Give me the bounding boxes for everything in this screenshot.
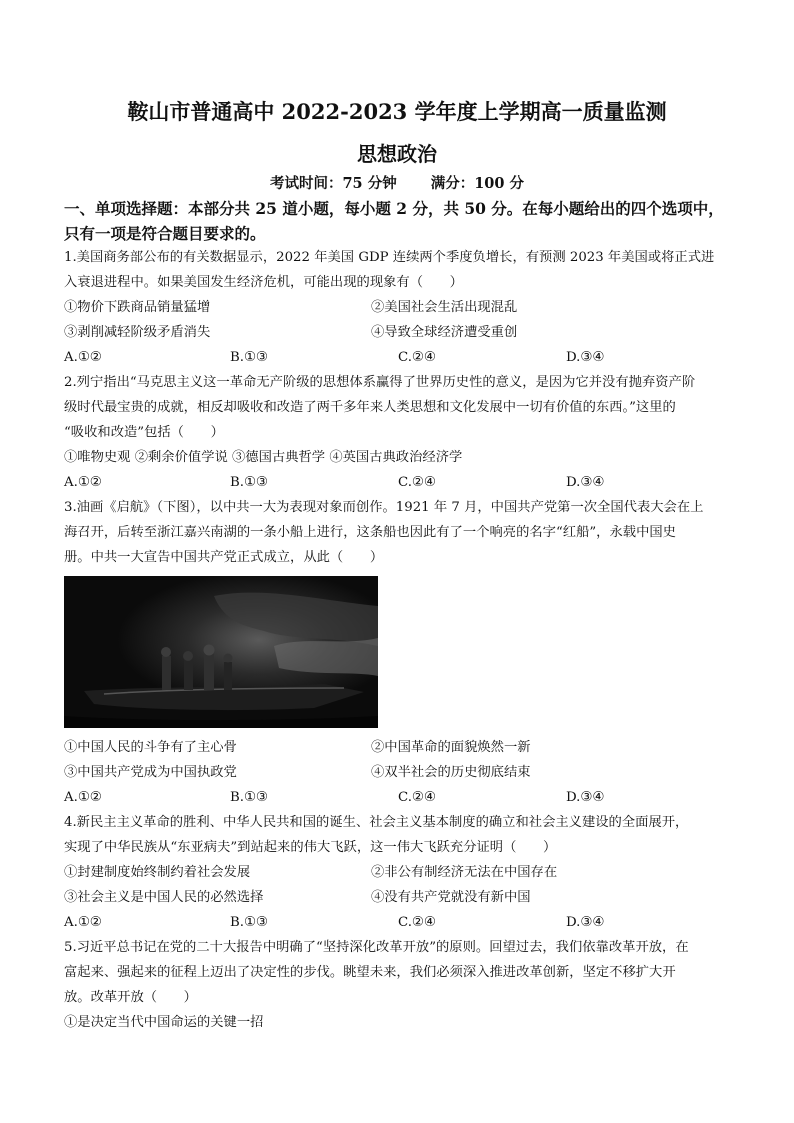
question-3-stem-line: 海召开，后转至浙江嘉兴南湖的一条小船上进行，这条船也因此有了一个响亮的名字“红船”，永载中国史 — [64, 525, 676, 540]
exam-meta — [0, 172, 794, 193]
question-4-option: ④没有共产党就没有新中国 — [371, 890, 531, 905]
question-3-option: ②中国革命的面貌焕然一新 — [371, 740, 531, 755]
question-4-choice-b[interactable]: B.①③ — [230, 915, 268, 930]
question-2-choice-a[interactable]: A.①② — [64, 475, 102, 490]
question-3-option: ③中国共产党成为中国执政党 — [64, 765, 237, 780]
question-4-option: ①封建制度始终制约着社会发展 — [64, 865, 251, 880]
question-1-choice-c[interactable]: C.②④ — [398, 350, 436, 365]
question-2-choice-c[interactable]: C.②④ — [398, 475, 436, 490]
question-4-stem-line: 4.新民主主义革命的胜利、中华人民共和国的诞生、社会主义基本制度的确立和社会主义建设的全面展开， — [64, 815, 689, 830]
question-2-stem-line: 级时代最宝贵的成就，相反却吸收和改造了两千多年来人类思想和文化发展中一切有价值的东西。”这里的 — [64, 400, 676, 415]
question-4-option: ③社会主义是中国人民的必然选择 — [64, 890, 264, 905]
question-2-choice-d[interactable]: D.③④ — [566, 475, 605, 490]
question-3-choice-b[interactable]: B.①③ — [230, 790, 268, 805]
painting-image — [64, 576, 378, 728]
exam-time: 考试时间：75 分钟 — [269, 175, 397, 192]
question-4-choice-c[interactable]: C.②④ — [398, 915, 436, 930]
painting-illustration — [64, 576, 378, 728]
question-3-stem-line: 册。中共一大宣告中国共产党正式成立，从此（ ） — [64, 550, 384, 565]
question-3-choice-c[interactable]: C.②④ — [398, 790, 436, 805]
question-1-option: ②美国社会生活出现混乱 — [371, 300, 518, 315]
question-1-option: ③剥削减轻阶级矛盾消失 — [64, 325, 211, 340]
question-2-options: ①唯物史观 ②剩余价值学说 ③德国古典哲学 ④英国古典政治经济学 — [64, 450, 463, 465]
exam-title: 鞍山市普通高中 2022-2023 学年度上学期高一质量监测 — [127, 99, 667, 124]
question-3-option: ④双半社会的历史彻底结束 — [371, 765, 531, 780]
question-5-stem-line: 富起来、强起来的征程上迈出了决定性的步伐。眺望未来，我们必须深入推进改革创新，坚定不移扩大开 — [64, 965, 676, 980]
question-3-option: ①中国人民的斗争有了主心骨 — [64, 740, 237, 755]
question-5-stem-line: 放。改革开放（ ） — [64, 990, 197, 1005]
question-1-option: ④导致全球经济遭受重创 — [371, 325, 518, 340]
question-1-choice-b[interactable]: B.①③ — [230, 350, 268, 365]
question-2-stem-line: 2.列宁指出“马克思主义这一革命无产阶级的思想体系赢得了世界历史性的意义，是因为它并没有抛弃资产阶 — [64, 375, 696, 390]
question-1-choice-d[interactable]: D.③④ — [566, 350, 605, 365]
question-3-choice-d[interactable]: D.③④ — [566, 790, 605, 805]
question-3-choice-a[interactable]: A.①② — [64, 790, 102, 805]
question-1-option: ①物价下跌商品销量猛增 — [64, 300, 211, 315]
question-4-option: ②非公有制经济无法在中国存在 — [371, 865, 558, 880]
question-1-choice-a[interactable]: A.①② — [64, 350, 102, 365]
question-4-stem-line: 实现了中华民族从“东亚病夫”到站起来的伟大飞跃，这一伟大飞跃充分证明（ ） — [64, 840, 557, 855]
question-1-stem-line: 1.美国商务部公布的有关数据显示，2022 年美国 GDP 连续两个季度负增长，有预测 2023 年美国或将正式进 — [64, 250, 715, 265]
question-5-option: ①是决定当代中国命运的关键一招 — [64, 1015, 264, 1030]
section-heading: 一、单项选择题：本部分共 25 道小题，每小题 2 分，共 50 分。在每小题给出的四个选项中，只有一项是符合题目要求的。 — [64, 199, 724, 243]
exam-score: 满分：100 分 — [430, 175, 525, 192]
question-3-stem-line: 3.油画《启航》（下图），以中共一大为表现对象而创作。1921 年 7 月，中国共产党第一次全国代表大会在上 — [64, 500, 704, 515]
question-5-stem-line: 5.习近平总书记在党的二十大报告中明确了“坚持深化改革开放”的原则。回望过去，我们依靠改革开放，在 — [64, 940, 689, 955]
question-2-stem-line: “吸收和改造”包括（ ） — [64, 425, 224, 440]
exam-subject: 思想政治 — [357, 142, 437, 166]
question-1-stem-line: 入衰退进程中。如果美国发生经济危机，可能出现的现象有（ ） — [64, 275, 463, 290]
question-4-choice-a[interactable]: A.①② — [64, 915, 102, 930]
question-2-choice-b[interactable]: B.①③ — [230, 475, 268, 490]
question-4-choice-d[interactable]: D.③④ — [566, 915, 605, 930]
